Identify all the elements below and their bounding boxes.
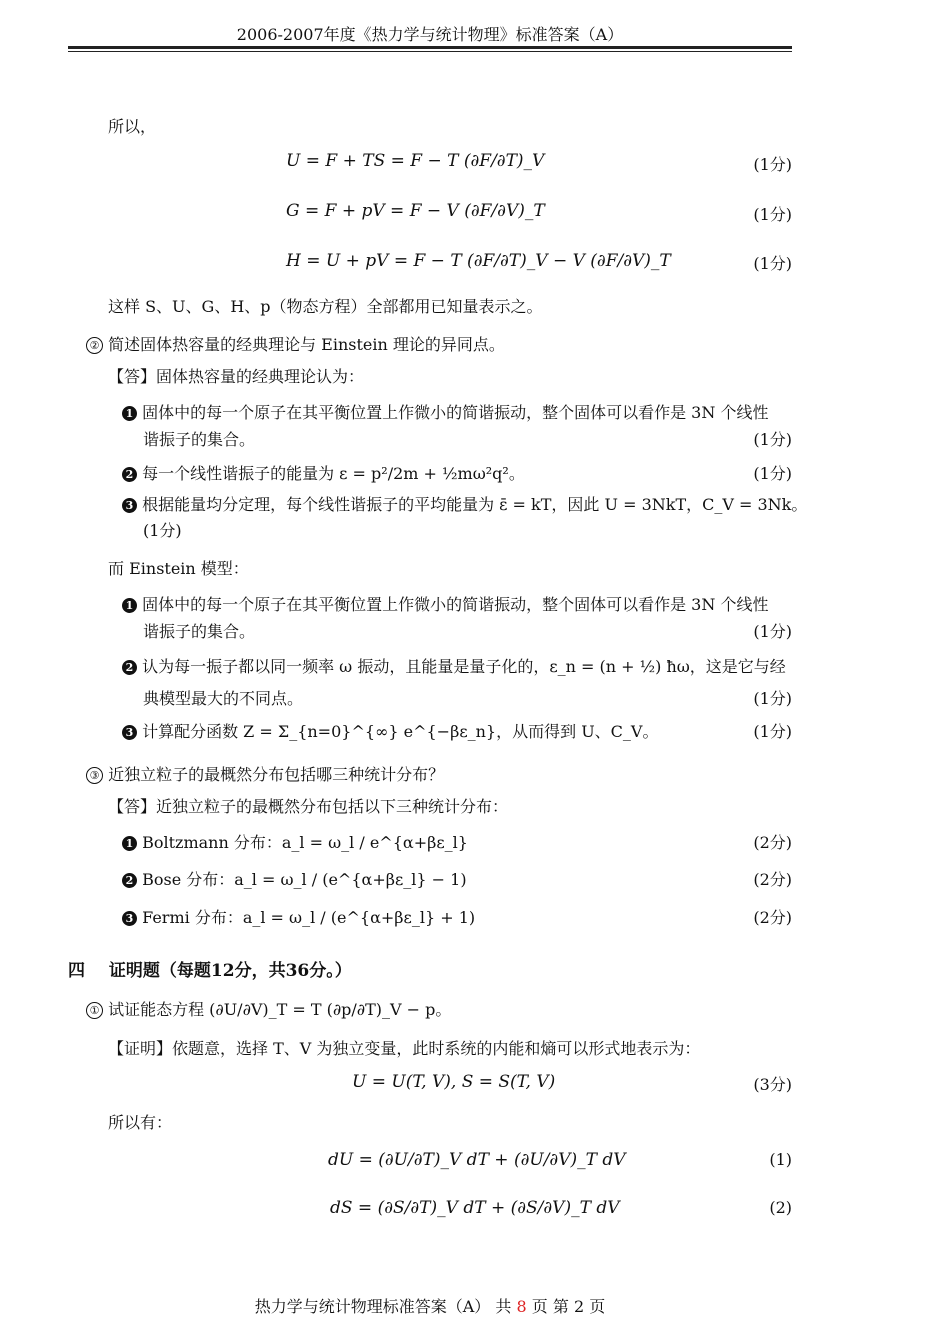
equation-number-1: (1) [769,1150,792,1169]
bullet-3: 3 [122,725,137,740]
answer-intro: 【答】固体热容量的经典理论认为： [108,367,365,386]
proof-question-1 [86,997,451,1020]
score-e3: (1分) [753,722,792,741]
item-text: Boltzmann 分布：a_l = ω_l / e^{α+βε_l} [142,833,468,852]
distribution-3 [122,905,475,928]
bullet-1: 1 [122,598,137,613]
score-d2: (2分) [753,870,792,889]
score-U: (1分) [753,155,792,174]
question-text: 近独立粒子的最概然分布包括哪三种统计分布？ [108,765,445,784]
bullet-1: 1 [122,406,137,421]
answer-intro-3: 【答】近独立粒子的最概然分布包括以下三种统计分布： [108,797,509,816]
text-so-2: 所以有： [108,1113,173,1132]
text-so: 所以， [108,117,157,136]
question-number: ② [86,337,103,354]
einstein-intro: 而 Einstein 模型： [108,559,249,578]
distribution-2 [122,867,467,890]
footer-prefix: 热力学与统计物理标准答案（A） 共 [254,1297,512,1316]
question-text: 试证能态方程 (∂U/∂V)_T = T (∂p/∂T)_V − p。 [108,1000,452,1019]
equation-UT: U = U(T, V), S = S(T, V) [352,1072,556,1092]
bullet-1: 1 [122,836,137,851]
question-text: 简述固体热容量的经典理论与 Einstein 理论的异同点。 [108,335,505,354]
einstein-item-1-cont: 谐振子的集合。 [143,622,256,641]
equation-dS: dS = (∂S/∂T)_V dT + (∂S/∂V)_T dV [330,1198,620,1218]
question-number: ① [86,1002,103,1019]
item-text: 每一个线性谐振子的能量为 ε = p²/2m + ½mω²q²。 [142,464,525,483]
proof-intro: 【证明】依题意，选择 T、V 为独立变量，此时系统的内能和熵可以形式地表示为： [108,1039,701,1058]
einstein-item-2 [122,654,786,677]
distribution-1 [122,830,468,853]
question-number: ③ [86,767,103,784]
question-2 [86,332,505,355]
equation-U: U = F + TS = F − T (∂F/∂T)_V [286,151,545,171]
bullet-3: 3 [122,498,137,513]
score-c2: (1分) [753,464,792,483]
equation-G: G = F + pV = F − V (∂F/∂V)_T [286,201,545,221]
equation-dU: dU = (∂U/∂T)_V dT + (∂U/∂V)_T dV [328,1150,626,1170]
section-4-heading [68,956,352,981]
item-text: 计算配分函数 Z = Σ_{n=0}^{∞} e^{−βε_n}，从而得到 U、C_V。 [142,722,659,741]
text-conclusion: 这样 S、U、G、H、p（物态方程）全部都用已知量表示之。 [108,297,543,316]
item-text: 根据能量均分定理，每个线性谐振子的平均能量为 ε̄ = kT，因此 U = 3NkT，C_V = 3Nk。 [142,495,808,514]
header-rule-thin [68,51,792,52]
classical-item-2 [122,461,525,484]
score-proof: (3分) [753,1075,792,1094]
header-rule [68,46,792,49]
section-number: 四 [68,961,85,981]
score-G: (1分) [753,205,792,224]
score-e1: (1分) [753,622,792,641]
item-text: 固体中的每一个原子在其平衡位置上作微小的简谐振动，整个固体可以看作是 3N 个线性 [142,403,769,422]
bullet-2: 2 [122,467,137,482]
classical-item-1 [122,400,768,423]
item-text: 固体中的每一个原子在其平衡位置上作微小的简谐振动，整个固体可以看作是 3N 个线性 [142,595,769,614]
item-text: 认为每一振子都以同一频率 ω 振动，且能量是量子化的，ε_n = (n + ½) ħω，这是它与经 [142,657,786,676]
item-text: Fermi 分布：a_l = ω_l / (e^{α+βε_l} + 1) [142,908,476,927]
classical-item-3 [122,492,807,515]
score-c1: (1分) [753,430,792,449]
bullet-3: 3 [122,911,137,926]
footer-suffix: 页 第 2 页 [531,1297,606,1316]
footer-total-pages: 8 [516,1297,527,1316]
bullet-2: 2 [122,660,137,675]
page-header: 2006-2007年度《热力学与统计物理》标准答案（A） [236,25,624,44]
section-title: 证明题（每题12分，共36分。） [108,961,352,981]
item-text: Bose 分布：a_l = ω_l / (e^{α+βε_l} − 1) [142,870,467,889]
score-d1: (2分) [753,833,792,852]
einstein-item-3 [122,719,658,742]
equation-number-2: (2) [769,1198,792,1217]
classical-item-1-cont: 谐振子的集合。 [143,430,256,449]
question-3 [86,762,444,785]
bullet-2: 2 [122,873,137,888]
score-c3: (1分) [143,521,182,540]
einstein-item-2-cont: 典模型最大的不同点。 [143,689,304,708]
score-d3: (2分) [753,908,792,927]
equation-H: H = U + pV = F − T (∂F/∂T)_V − V (∂F/∂V)_T [286,251,671,271]
score-e2: (1分) [753,689,792,708]
einstein-item-1 [122,592,768,615]
score-H: (1分) [753,254,792,273]
page-footer [0,1294,860,1317]
